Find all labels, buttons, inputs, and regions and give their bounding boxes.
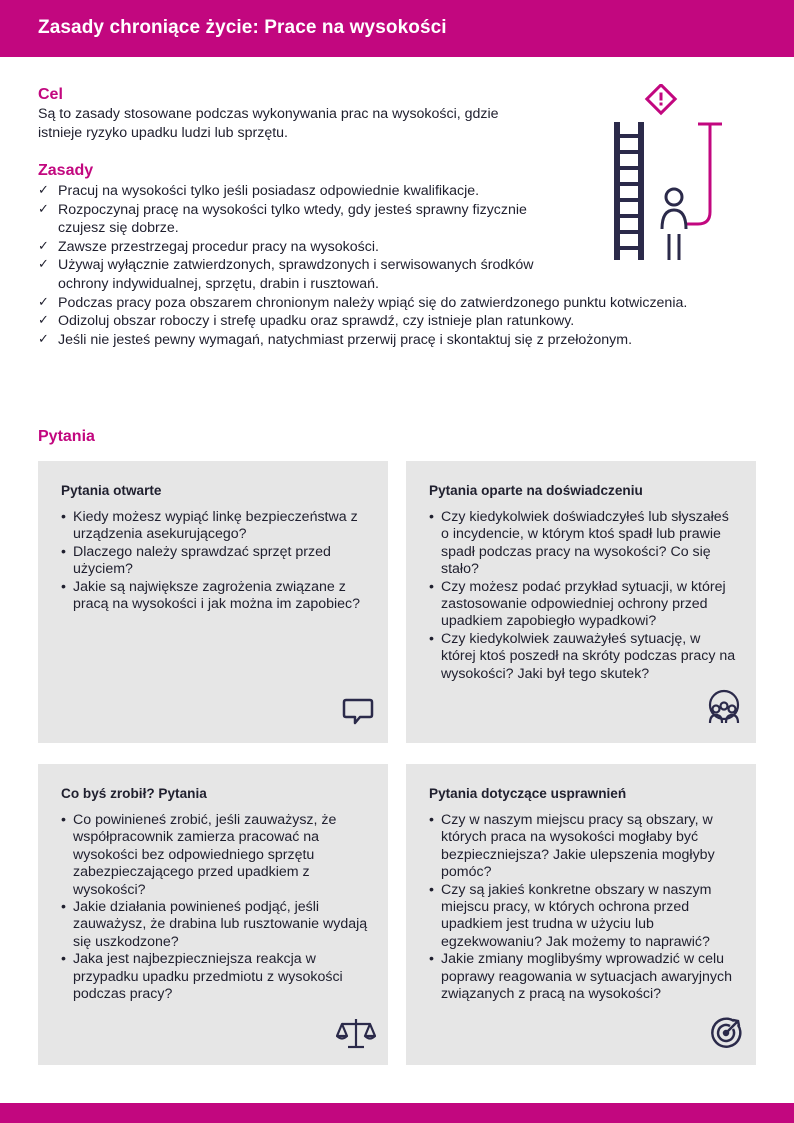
question-item: • Czy są jakieś konkretne obszary w naszym miejscu pracy, w których ochrona przed upadkiem jest trudna w użyciu lub egzekwowaniu? Jak możemy to naprawić? <box>429 882 739 952</box>
question-card-open <box>38 461 388 743</box>
worker-icon <box>662 189 686 260</box>
rule-text: Podczas pracy poza obszarem chronionym należy wpiąć się do zatwierdzonego punktu kotwiczenia. <box>58 294 688 311</box>
card-title: Pytania otwarte <box>61 483 162 498</box>
rule-item <box>38 182 548 201</box>
check-icon: ✓ <box>38 183 49 198</box>
ladder-icon <box>614 122 644 260</box>
rule-text: Rozpoczynaj pracę na wysokości tylko wtedy, gdy jesteś sprawny fizycznie czujesz się dobrze. <box>58 201 527 237</box>
lanyard-icon <box>686 124 722 224</box>
question-list <box>61 812 371 1003</box>
rules-heading: Zasady <box>38 162 94 179</box>
question-item: • Czy możesz podać przykład sytuacji, w której zastosowanie odpowiedniej ochrony przed upadkiem zapobiegło wypadkowi? <box>429 579 739 631</box>
question-item: • Czy kiedykolwiek doświadczyłeś lub słyszałeś o incydencie, w którym ktoś spadł lub prawie spadł podczas pracy na wysokości? Co się stało? <box>429 509 739 579</box>
question-card-improvements <box>406 764 756 1065</box>
check-icon: ✓ <box>38 201 49 217</box>
check-icon: ✓ <box>38 257 49 273</box>
rule-item <box>38 238 548 257</box>
rule-item <box>38 201 528 238</box>
question-list <box>429 812 739 1003</box>
card-title: Pytania dotyczące usprawnień <box>429 786 627 801</box>
question-item: • Jakie działania powinieneś podjąć, jeśli zauważysz, że drabina lub rusztowanie wydają się uszkodzone? <box>61 899 371 951</box>
header-bar <box>0 0 794 57</box>
question-list <box>429 509 739 683</box>
goal-heading: Cel <box>38 86 63 103</box>
question-item: • Kiedy możesz wypiąć linkę bezpieczeństwa z urządzenia asekurującego? <box>61 509 371 544</box>
question-item: • Jakie są największe zagrożenia związane z pracą na wysokości i jak można im zapobiec? <box>61 579 371 614</box>
card-title: Co byś zrobił? Pytania <box>61 786 207 801</box>
question-list <box>61 509 371 613</box>
question-item: • Jaka jest najbezpieczniejsza reakcja w przypadku upadku przedmiotu z wysokości podczas pracy? <box>61 951 371 1003</box>
question-item: • Co powinieneś zrobić, jeśli zauważysz, że współpracownik zamierza pracować na wysokości bez odpowiedniego sprzętu zabezpieczającego przed upadkiem z wysokości? <box>61 812 371 899</box>
rule-text: Odizoluj obszar roboczy i strefę upadku oraz sprawdź, czy istnieje plan ratunkowy. <box>58 313 575 330</box>
rule-item <box>38 294 778 313</box>
question-item: • Czy kiedykolwiek zauważyłeś sytuację, w której ktoś poszedł na skróty podczas pracy na wysokości? Jaki był tego skutek? <box>429 631 739 683</box>
target-icon <box>708 1015 744 1051</box>
globe-people-icon <box>704 689 744 729</box>
rule-text: Używaj wyłącznie zatwierdzonych, sprawdzonych i serwisowanych środków ochrony indywidualnej, sprzętu, drabin i rusztowań. <box>58 257 534 292</box>
warning-diamond-icon <box>647 85 675 113</box>
check-icon: ✓ <box>38 313 49 329</box>
question-item: • Czy w naszym miejscu pracy są obszary, w których praca na wysokości mogłaby być bezpieczniejsza? Jakie ulepszenia mogłyby pomóc? <box>429 812 739 882</box>
rule-text: Jeśli nie jesteś pewny wymagań, natychmiast przerwij pracę i skontaktuj się z przełożonym. <box>58 331 633 348</box>
question-card-what-would-you-do <box>38 764 388 1065</box>
question-item: • Dlaczego należy sprawdzać sprzęt przed użyciem? <box>61 544 371 579</box>
goal-text-line-1: Są to zasady stosowane podczas wykonywania prac na wysokości, gdzie <box>38 106 499 122</box>
check-icon: ✓ <box>38 331 49 347</box>
check-icon: ✓ <box>38 238 49 254</box>
check-icon: ✓ <box>38 294 49 310</box>
rule-text: Zawsze przestrzegaj procedur pracy na wysokości. <box>58 238 379 255</box>
speech-bubble-icon <box>340 693 376 729</box>
questions-heading: Pytania <box>38 428 95 445</box>
footer-bar <box>0 1103 794 1123</box>
question-item: • Jakie zmiany moglibyśmy wprowadzić w celu poprawy reagowania w sytuacjach awaryjnych związanych z pracą na wysokości? <box>429 951 739 1003</box>
scales-icon <box>336 1015 376 1051</box>
rule-item <box>38 331 778 350</box>
card-title: Pytania oparte na doświadczeniu <box>429 483 643 498</box>
rule-text: Pracuj na wysokości tylko jeśli posiadasz odpowiednie kwalifikacje. <box>58 183 480 199</box>
ladder-worker-illustration <box>606 84 736 264</box>
goal-text-line-2: istnieje ryzyko upadku ludzi lub sprzętu. <box>38 125 288 141</box>
question-card-experience <box>406 461 756 743</box>
rule-item <box>38 256 538 293</box>
page-title: Zasady chroniące życie: Prace na wysokości <box>38 17 447 38</box>
rule-item <box>38 312 778 331</box>
